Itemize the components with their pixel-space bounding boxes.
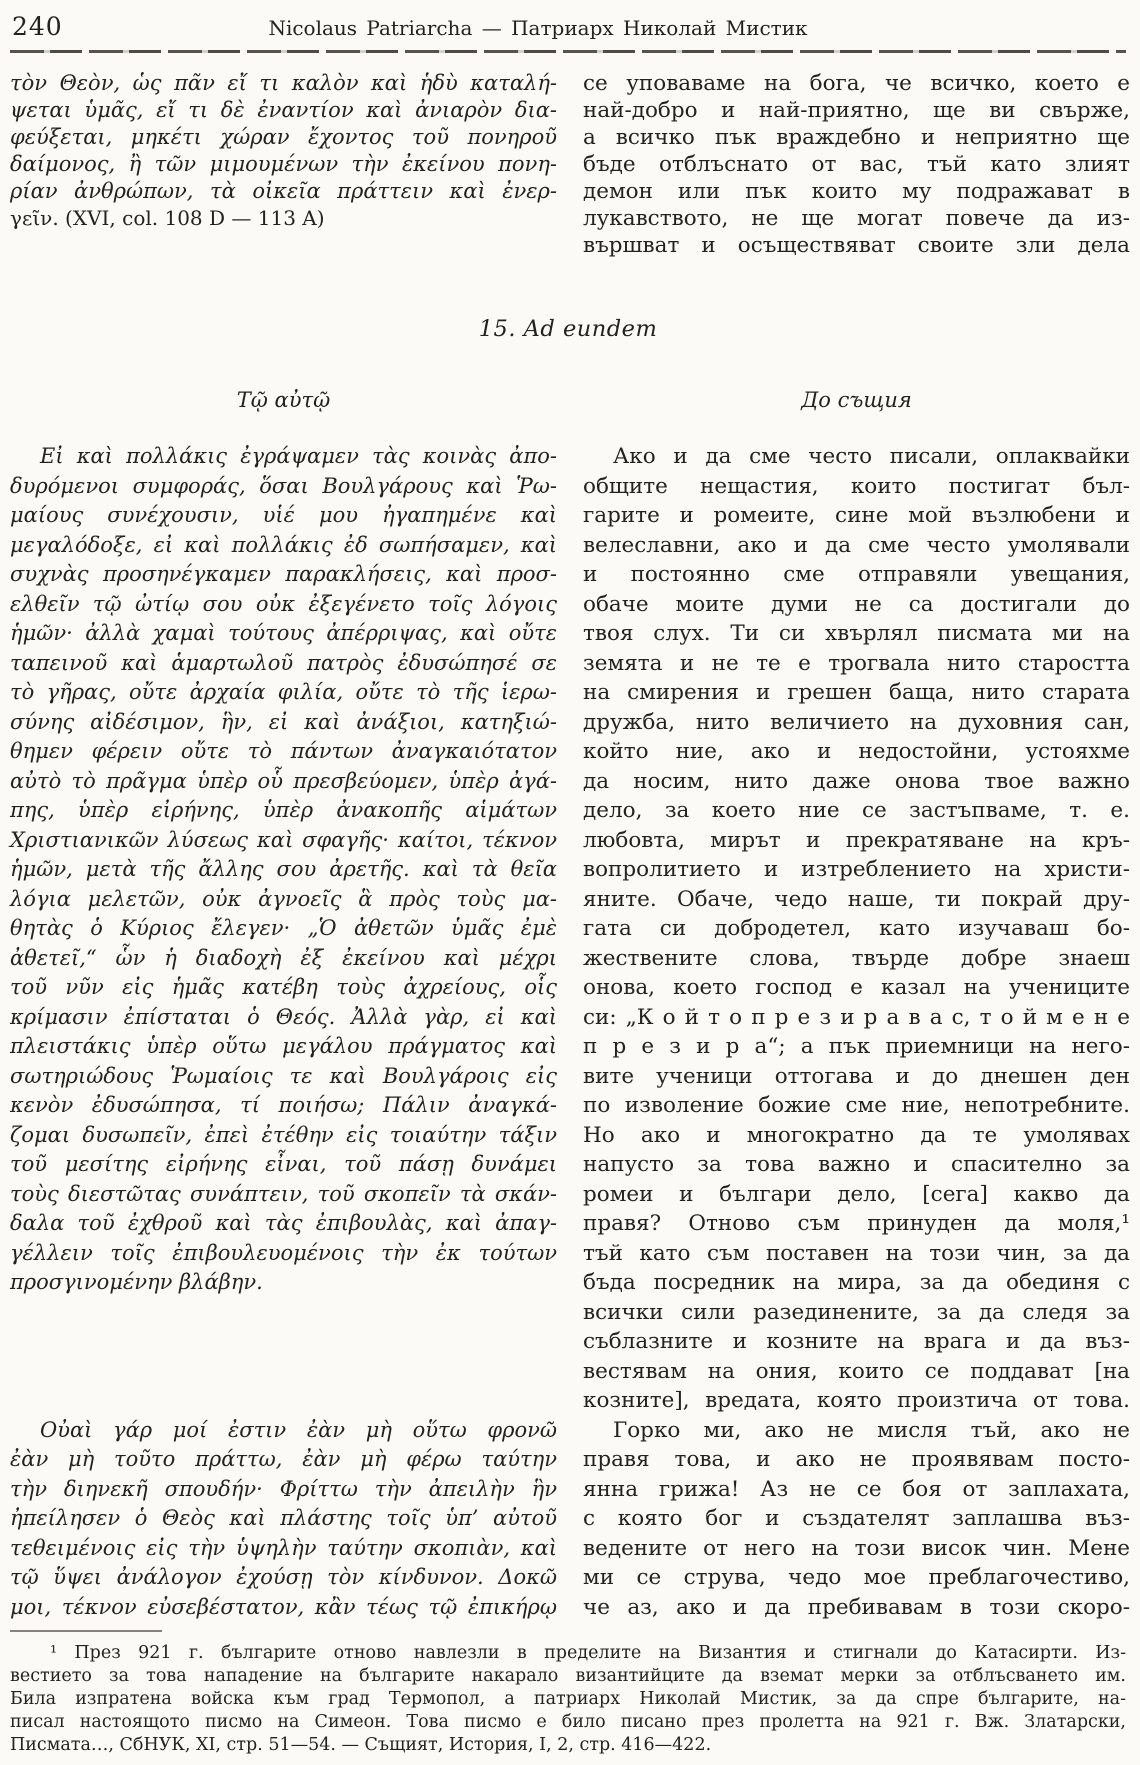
text-line: демон или пък които му подражават в bbox=[583, 179, 1130, 204]
text-line: с която бог и създателят заплашва въз- bbox=[583, 1506, 1130, 1531]
text-line: δαίμονος, ἢ τῶν μιμουμένων τὴν ἐκείνου πονη- bbox=[10, 152, 557, 176]
text-line: μοι, τέκνον εὐσεβέστατον, κἂν τέως τῷ ἐπικήρῳ bbox=[10, 1594, 557, 1619]
text-line: τῷ ὕψει ἀνάλογον ἐχούσῃ τὸν κίνδυνον. Δοκῶ bbox=[10, 1565, 557, 1589]
text-line: γεῖν. (XVI, col. 108 D — 113 A) bbox=[10, 206, 325, 230]
text-line: μεγαλόδοξε, εἰ καὶ πολλάκις ἐδ σωπήσαμεν, καὶ bbox=[10, 532, 557, 557]
text-line: вестявам на ония, които се поддават [на bbox=[583, 1358, 1130, 1384]
text-line: да носим, нито даже онова твое важно bbox=[583, 768, 1130, 794]
section-heading: 15. Ad eundem bbox=[478, 316, 658, 342]
text-line: тъй като съм поставен на този чин, за да bbox=[583, 1240, 1130, 1266]
text-line: онова, което господ е казал на учениците bbox=[583, 975, 1130, 1000]
text-line: προσγινομένην βλάβην. bbox=[10, 1270, 263, 1294]
text-line: се уповаваме на бога, че всичко, което е bbox=[583, 71, 1130, 96]
bulgarian-column bbox=[583, 343, 1130, 1622]
text-line: Горко ми, ако не мисля тъй, ако не bbox=[613, 1417, 1130, 1443]
text-line: φεύξεται, μηκέτι χώραν ἔχοντος τοῦ πονηροῦ bbox=[10, 125, 557, 149]
text-line: τὸν Θεὸν, ὡς πᾶν εἴ τι καλὸν καὶ ἡδὺ καταλή- bbox=[10, 71, 557, 95]
text-line: κενὸν ἐδυσώπησα, τί ποιήσω; Πάλιν ἀναγκά- bbox=[10, 1093, 557, 1117]
text-line: дружба, нито величието на духовния сан, bbox=[583, 709, 1130, 735]
text-line: гата си добродетел, като изучаваш бо- bbox=[583, 916, 1130, 941]
text-line: Ако и да сме често писали, оплаквайки bbox=[613, 444, 1130, 469]
text-line: че аз, ако и да пребивавам в този скоро- bbox=[583, 1594, 1130, 1620]
bulgarian-carryover-paragraph bbox=[583, 70, 1130, 259]
text-line: вършват и осъществяват своите зли дела bbox=[583, 233, 1130, 258]
text-line: τοῦ μεσίτης εἰρήνης εἶναι, τοῦ πάσῃ δυνάμει bbox=[10, 1152, 557, 1176]
text-line: ταπεινοῦ καὶ ἁμαρτωλοῦ πατρὸς ἐδυσώπησέ σε bbox=[10, 650, 557, 675]
text-line: земята и не те е трогвала нито старостта bbox=[583, 650, 1130, 676]
text-line: писал настоящото писмо на Симеон. Това писмо е било писано през пролетта на 921 г. Вж. Златарски, bbox=[10, 1712, 1126, 1732]
footnote-area bbox=[10, 1630, 1126, 1757]
text-line: Писмата…, СбНУК, XI, стр. 51—54. — Същият, История, I, 2, стр. 416—422. bbox=[10, 1735, 712, 1755]
text-line: ἡμῶν, μετὰ τῆς ἄλλης σου ἀρετῆς. καὶ τὰ θεῖα bbox=[10, 857, 557, 881]
text-line: общите нещастия, които постигат бъл- bbox=[583, 473, 1130, 499]
text-line: μαίους συνέχουσιν, υἱέ μου ἠγαπημένε καὶ bbox=[10, 503, 557, 527]
bulgarian-paragraph-1 bbox=[583, 442, 1130, 1416]
text-line: и постоянно сме отправяли увещания, bbox=[583, 562, 1130, 587]
text-line: бъде отблъснато от вас, тъй като злият bbox=[583, 152, 1130, 177]
text-line: ἐὰν μὴ τοῦτο πράττω, ἐὰν μὴ φέρω ταύτην bbox=[10, 1447, 557, 1471]
text-line: жествените слова, твърде добре знаеш bbox=[583, 945, 1130, 971]
text-line: ἠπείλησεν ὁ Θεὸς καὶ πλάστης τοῖς ὑπ’ αὐτοῦ bbox=[10, 1506, 557, 1530]
text-line: συχνὰς προσηνέγκαμεν παρακλήσεις, καὶ προσ- bbox=[10, 562, 557, 586]
page-number: 240 bbox=[12, 12, 63, 41]
page-header bbox=[10, 12, 1126, 44]
text-line: напусто за това важно и спасително за bbox=[583, 1152, 1130, 1177]
text-line: вопролитието и изтреблението на христи- bbox=[583, 857, 1130, 882]
text-line: λόγια μελετῶν, οὐκ ἀγνοεῖς ἃ πρὸς τοὺς μα- bbox=[10, 886, 557, 911]
text-line: Εἰ καὶ πολλάκις ἐγράψαμεν τὰς κοινὰς ἀπο- bbox=[40, 444, 557, 468]
text-line: вите ученици оттогава и до днешен ден bbox=[583, 1063, 1130, 1089]
text-line: янна грижа! Аз не се боя от заплахата, bbox=[583, 1476, 1130, 1502]
text-line: δαλα τοῦ ἐχθροῦ καὶ τὰς ἐπιβουλὰς, καὶ ἀπαγ- bbox=[10, 1211, 557, 1235]
text-line: τοῦ νῦν εἰς ἡμᾶς κατέβη τοὺς ἀχρείους, οἷς bbox=[10, 975, 557, 999]
text-line: ἡμῶν· ἀλλὰ χαμαὶ τούτους ἀπέρριψας, καὶ οὔτε bbox=[10, 621, 557, 645]
text-line: правя? Отново съм принуден да моля,¹ bbox=[583, 1211, 1130, 1236]
text-line: по изволение божие сме ние, непотребните. bbox=[583, 1093, 1130, 1118]
text-line: θητὰς ὁ Κύριος ἔλεγεν· „Ὁ ἀθετῶν ὑμᾶς ἐμὲ bbox=[10, 916, 557, 940]
greek-paragraph-2 bbox=[10, 1416, 557, 1623]
text-line: обаче моите думи не са достигали до bbox=[583, 591, 1130, 617]
text-line: гарите и ромеите, сине мой възлюбени и bbox=[583, 503, 1130, 528]
text-line: ζομαι δυσωπεῖν, ἐπεὶ ἐτέθην εἰς τοιαύτην τάξιν bbox=[10, 1122, 557, 1147]
text-line: πης, ὑπὲρ εἰρήνης, ὑπὲρ ἀνακοπῆς αἱμάτων bbox=[10, 798, 557, 822]
text-line: на смирения и грешен баща, нито старата bbox=[583, 680, 1130, 705]
text-line: твоя слух. Ти си хвърлял писмата ми на bbox=[583, 621, 1130, 646]
bulgarian-subheading: До същия bbox=[801, 388, 912, 412]
text-line: яните. Обаче, чедо наше, ти покрай дру- bbox=[583, 886, 1130, 912]
text-line: козните], вредата, която произтича от това. bbox=[583, 1388, 1130, 1413]
text-line: Οὐαὶ γάρ μοί ἐστιν ἐὰν μὴ οὕτω φρονῶ bbox=[40, 1417, 557, 1442]
text-line: ἀθετεῖ,“ ὧν ἡ διαδοχὴ ἐξ ἐκείνου καὶ μέχρι bbox=[10, 945, 557, 970]
text-line: вестието за това нападение на българите накарало византийците да вземат мерки за отблъсването им. bbox=[10, 1666, 1126, 1686]
text-line: съблазните и козните на врага и да въз- bbox=[583, 1329, 1130, 1354]
text-line: п р е з и р а“; а пък приемници на него- bbox=[583, 1034, 1130, 1059]
text-line: τὴν διηνεκῆ σπουδήν· Φρίττω τὴν ἀπειλὴν ἣν bbox=[10, 1476, 557, 1501]
text-line: си: „К о й т о п р е з и р а в а с, т о й м е н е bbox=[583, 1004, 1130, 1030]
footnote-rule bbox=[10, 1630, 162, 1632]
text-line: най-добро и най-приятно, ще ви свърже, bbox=[583, 98, 1130, 123]
letter-body-row bbox=[10, 343, 1130, 1622]
text-line: τοὺς διεστῶτας συνάπτειν, τοῦ σκοπεῖν τὰ σκάν- bbox=[10, 1181, 557, 1206]
greek-carryover-paragraph bbox=[10, 70, 557, 259]
header-rule bbox=[10, 50, 1126, 53]
text-line: Била изпратена войска към град Термопол, а патриарх Николай Мистик, за да спре българите, на- bbox=[10, 1689, 1126, 1709]
text-line: ελθεῖν τῷ ὠτίῳ σου οὐκ ἐξεγένετο τοῖς λόγοις bbox=[10, 591, 557, 616]
text-line: бъда посредник на мира, за да обединя с bbox=[583, 1270, 1130, 1295]
text-line: τὸ γῆρας, οὔτε ἀρχαία φιλία, οὔτε τὸ τῆς ἱερω- bbox=[10, 680, 557, 704]
text-line: ромеи и българи дело, [сега] какво да bbox=[583, 1181, 1130, 1207]
text-line: Но ако и многократно да те умолявах bbox=[583, 1122, 1130, 1148]
text-line: ми се струва, чедо мое преблагочестиво, bbox=[583, 1565, 1130, 1590]
text-line: σωτηριώδους Ῥωμαίοις τε καὶ Βουλγάροις εἰς bbox=[10, 1063, 557, 1088]
text-line: Χριστιανικῶν λύσεως καὶ σφαγῆς· καίτοι, τέκνον bbox=[10, 827, 557, 852]
greek-column bbox=[10, 343, 557, 1622]
text-line: πλειστάκις ὑπὲρ οὕτω μεγάλου πράγματος καὶ bbox=[10, 1034, 557, 1058]
text-line: ведените от него на този висок чин. Мене bbox=[583, 1535, 1130, 1561]
text-line: σύνης αἰδέσιμον, ἣν, εἰ καὶ ἀνάξιοι, κατηξιώ- bbox=[10, 709, 557, 734]
carryover-row bbox=[10, 70, 1130, 259]
text-line: ψεται ὑμᾶς, εἴ τι δὲ ἐναντίον καὶ ἀνιαρὸν δια- bbox=[10, 98, 557, 122]
text-line: ρίαν ἀνθρώπων, τὰ οἰκεῖα πράττειν καὶ ἐνερ- bbox=[10, 179, 557, 203]
text-line: θημεν φέρειν οὔτε τὸ πάντων ἀναγκαιότατον bbox=[10, 739, 557, 763]
running-title: Nicolaus Patriarcha — Патриарх Николай Мистик bbox=[268, 16, 808, 40]
text-line: велеславни, ако и да сме често умолявали bbox=[583, 532, 1130, 558]
greek-paragraph-1 bbox=[10, 442, 557, 1298]
text-line: γέλλειν τοῖς ἐπιβουλευομένοις τὴν ἐκ τούτων bbox=[10, 1240, 557, 1265]
footnote bbox=[10, 1642, 1126, 1757]
text-line: който ние, ако и недостойни, устояхме bbox=[583, 739, 1130, 764]
text-line: τεθειμένοις εἰς τὴν ὑψηλὴν ταύτην σκοπιὰν, καὶ bbox=[10, 1535, 557, 1560]
text-line: а всичко пък враждебно и неприятно ще bbox=[583, 125, 1130, 150]
greek-subheading: Τῷ αὐτῷ bbox=[236, 388, 331, 412]
text-line: всички сили разединените, за да следя за bbox=[583, 1299, 1130, 1325]
text-line: κρίμασιν ἐπίσταται ὁ Θεός. Ἀλλὰ γὰρ, εἰ καὶ bbox=[10, 1004, 557, 1029]
text-line: дело, за което ние се застъпваме, т. е. bbox=[583, 798, 1130, 823]
bulgarian-paragraph-2 bbox=[583, 1416, 1130, 1623]
text-line: δυρόμενοι συμφοράς, ὅσαι Βουλγάρους καὶ Ῥω- bbox=[10, 473, 557, 498]
text-line: лукавството, не ще могат повече да из- bbox=[583, 206, 1130, 231]
text-line: αὐτὸ τὸ πρᾶγμα ὑπὲρ οὗ πρεσβεύομεν, ὑπὲρ ἀγά- bbox=[10, 768, 557, 793]
text-line: любовта, мирът и прекратяване на кръ- bbox=[583, 827, 1130, 853]
text-line: ¹ През 921 г. българите отново навлезли в пределите на Византия и стигнали до Катасирти. Из- bbox=[50, 1643, 1126, 1663]
text-line: правя това, и ако не проявявам посто- bbox=[583, 1447, 1130, 1472]
